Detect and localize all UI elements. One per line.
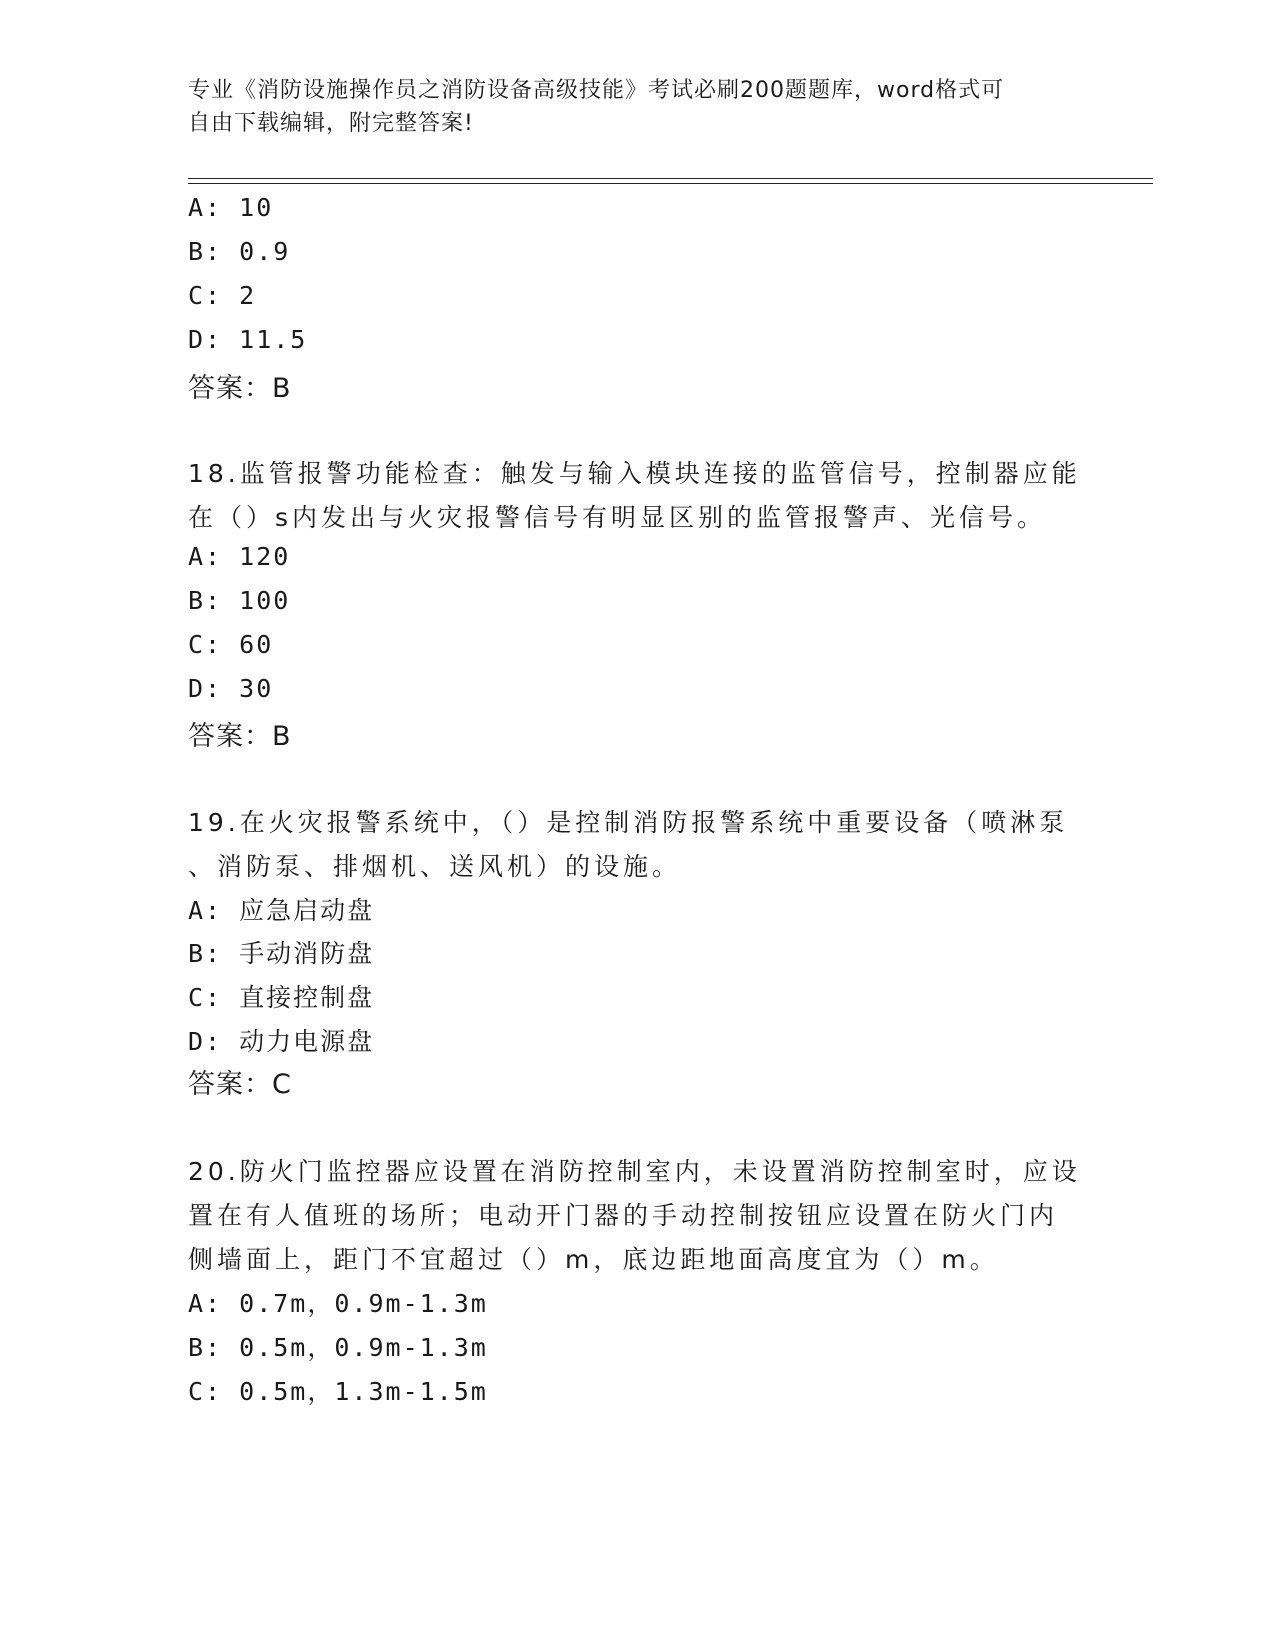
q19-option-c: C: 直接控制盘 bbox=[188, 983, 375, 1012]
q18-option-d: D: 30 bbox=[188, 674, 274, 703]
q18-option-b: B: 100 bbox=[188, 586, 291, 615]
q20-option-a: A: 0.7m，0.9m-1.3m bbox=[188, 1289, 488, 1318]
q20-text-line-1: 20.防火门监控器应设置在消防控制室内，未设置消防控制室时，应设 bbox=[188, 1157, 1081, 1186]
q18-option-c: C: 60 bbox=[188, 630, 274, 659]
q19-option-d: D: 动力电源盘 bbox=[188, 1027, 375, 1056]
q19-option-a: A: 应急启动盘 bbox=[188, 896, 375, 925]
q20-option-b: B: 0.5m，0.9m-1.3m bbox=[188, 1333, 488, 1362]
q19-text-line-1: 19.在火灾报警系统中，（）是控制消防报警系统中重要设备（喷淋泵 bbox=[188, 808, 1069, 837]
q17-option-a: A: 10 bbox=[188, 193, 274, 222]
q18-text-line-1: 18.监管报警功能检查：触发与输入模块连接的监管信号，控制器应能 bbox=[188, 459, 1081, 488]
q17-option-b: B: 0.9 bbox=[188, 237, 291, 266]
header-divider-bottom bbox=[188, 183, 1153, 184]
q19-text-line-2: 、消防泵、排烟机、送风机）的设施。 bbox=[188, 852, 682, 881]
q18-answer: 答案：B bbox=[188, 721, 292, 752]
q20-text-line-2: 置在有人值班的场所；电动开门器的手动控制按钮应设置在防火门内 bbox=[188, 1201, 1059, 1230]
header-line-2: 自由下载编辑，附完整答案! bbox=[188, 111, 474, 136]
header-line-1: 专业《消防设施操作员之消防设备高级技能》考试必刷200题题库，word格式可 bbox=[188, 78, 1005, 103]
q19-answer: 答案：C bbox=[188, 1069, 292, 1100]
q18-text-line-2: 在（）s内发出与火灾报警信号有明显区别的监管报警声、光信号。 bbox=[188, 503, 1047, 532]
q17-option-c: C: 2 bbox=[188, 281, 257, 310]
header-divider-top bbox=[188, 178, 1153, 179]
q20-text-line-3: 侧墙面上，距门不宜超过（）m，底边距地面高度宜为（）m。 bbox=[188, 1245, 999, 1274]
q17-answer: 答案：B bbox=[188, 373, 292, 404]
q17-option-d: D: 11.5 bbox=[188, 325, 308, 354]
q18-option-a: A: 120 bbox=[188, 542, 291, 571]
document-header bbox=[188, 74, 1068, 140]
q20-option-c: C: 0.5m，1.3m-1.5m bbox=[188, 1377, 488, 1406]
q19-option-b: B: 手动消防盘 bbox=[188, 939, 375, 968]
